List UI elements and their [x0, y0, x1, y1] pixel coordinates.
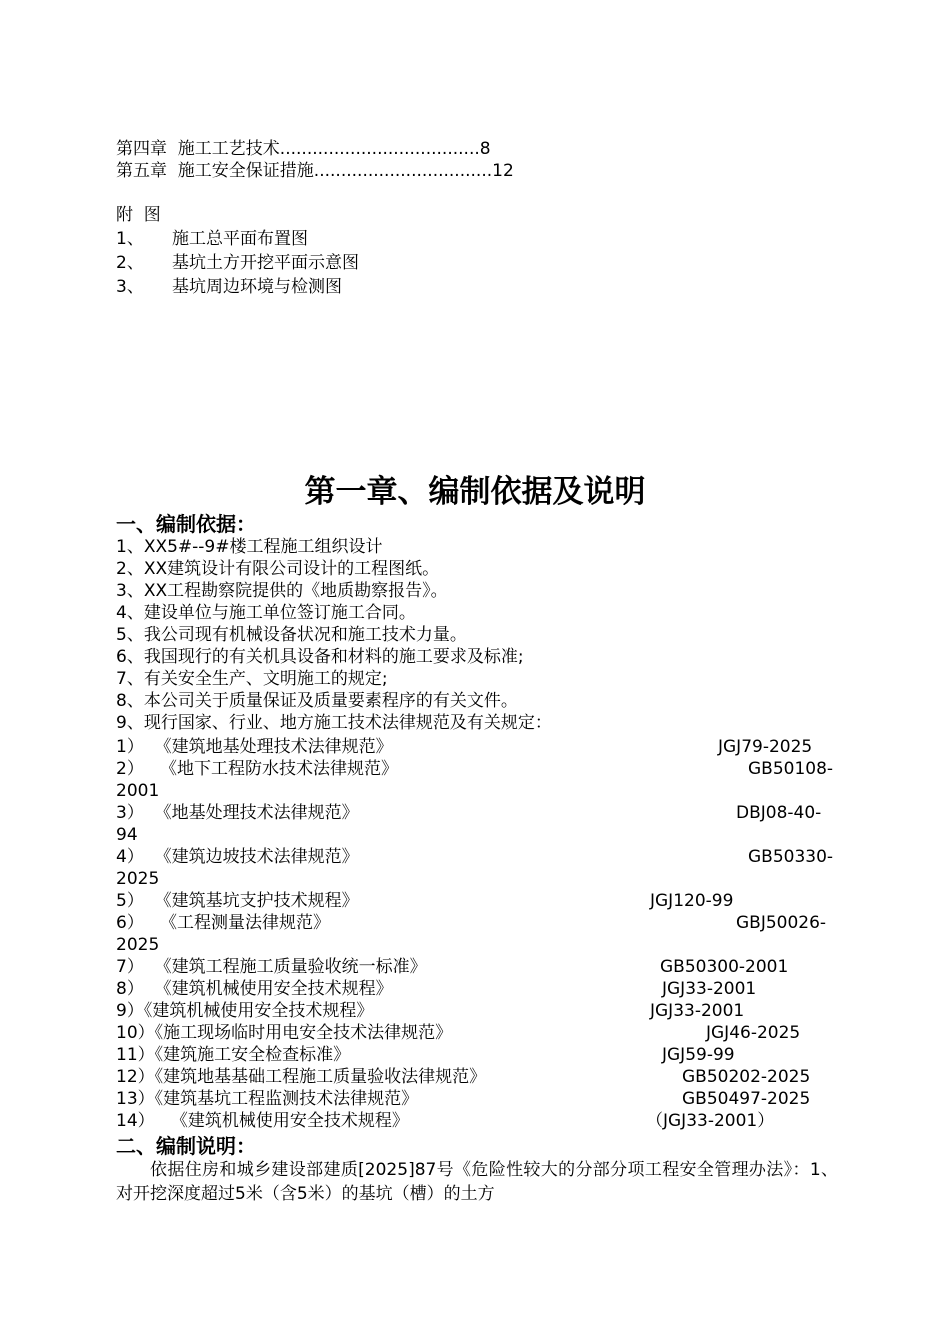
reference-code-continuation: 2025	[116, 935, 160, 955]
basis-item: 7、有关安全生产、文明施工的规定;	[116, 669, 388, 689]
appendix-item-text: 基坑周边环境与检测图	[172, 277, 342, 297]
appendix-item-text: 施工总平面布置图	[172, 229, 308, 249]
reference-item	[116, 802, 838, 824]
reference-item	[116, 1044, 838, 1066]
basis-item: 9、现行国家、行业、地方施工技术法律规范及有关规定：	[116, 713, 552, 733]
reference-name: 12）《建筑地基基础工程施工质量验收法律规范》	[116, 1067, 487, 1087]
reference-name: 4） 《建筑边坡技术法律规范》	[116, 847, 359, 867]
appendix-title: 附 图	[116, 205, 161, 225]
reference-code: JGJ120-99	[650, 891, 734, 911]
reference-code-continuation: 94	[116, 825, 138, 845]
reference-name: 1） 《建筑地基处理技术法律规范》	[116, 737, 393, 757]
appendix-item	[116, 276, 342, 298]
reference-name: 9）《建筑机械使用安全技术规程》	[116, 1001, 374, 1021]
reference-item	[116, 1066, 838, 1088]
toc-entry-chapter-5[interactable]: 第五章 施工安全保证措施.................................12	[116, 161, 514, 181]
reference-item	[116, 1022, 838, 1044]
reference-name: 10）《施工现场临时用电安全技术法律规范》	[116, 1023, 453, 1043]
basis-item: 6、我国现行的有关机具设备和材料的施工要求及标准;	[116, 647, 524, 667]
reference-item	[116, 1088, 838, 1110]
reference-item	[116, 846, 838, 868]
reference-name: 8） 《建筑机械使用安全技术规程》	[116, 979, 393, 999]
reference-item	[116, 956, 838, 978]
reference-code: JGJ33-2001	[650, 1001, 745, 1021]
appendix-item-number: 3、	[116, 277, 144, 297]
reference-code: JGJ46-2025	[706, 1023, 801, 1043]
reference-code: DBJ08-40-	[736, 803, 822, 823]
reference-name: 7） 《建筑工程施工质量验收统一标准》	[116, 957, 427, 977]
reference-code: GB50330-	[748, 847, 834, 867]
reference-code-continuation: 2025	[116, 869, 160, 889]
reference-item	[116, 1110, 838, 1132]
basis-item: 8、本公司关于质量保证及质量要素程序的有关文件。	[116, 691, 518, 711]
reference-item	[116, 978, 838, 1000]
section-heading-basis: 一、编制依据：	[116, 512, 256, 536]
reference-code: JGJ59-99	[662, 1045, 735, 1065]
reference-item	[116, 912, 838, 934]
reference-code: GBJ50026-	[736, 913, 827, 933]
reference-code: JGJ79-2025	[718, 737, 813, 757]
appendix-item	[116, 228, 308, 250]
notes-paragraph: 依据住房和城乡建设部建质[2025]87号《危险性较大的分部分项工程安全管理办法》：1、对开挖深度超过5米（含5米）的基坑（槽）的土方	[116, 1160, 838, 1204]
basis-item: 4、建设单位与施工单位签订施工合同。	[116, 603, 416, 623]
reference-item	[116, 890, 838, 912]
reference-item	[116, 736, 838, 758]
reference-name: 5） 《建筑基坑支护技术规程》	[116, 891, 359, 911]
reference-code: GB50497-2025	[682, 1089, 811, 1109]
reference-name: 3） 《地基处理技术法律规范》	[116, 803, 359, 823]
basis-item: 5、我公司现有机械设备状况和施工技术力量。	[116, 625, 467, 645]
section-heading-notes: 二、编制说明：	[116, 1134, 256, 1158]
basis-item: 1、XX5#--9#楼工程施工组织设计	[116, 537, 383, 557]
chapter-title: 第一章、编制依据及说明	[304, 474, 646, 510]
reference-name: 14） 《建筑机械使用安全技术规程》	[116, 1111, 409, 1131]
reference-item	[116, 1000, 838, 1022]
appendix-item-text: 基坑土方开挖平面示意图	[172, 253, 359, 273]
basis-item: 2、XX建筑设计有限公司设计的工程图纸。	[116, 559, 440, 579]
reference-code: GB50108-	[748, 759, 834, 779]
reference-code: GB50202-2025	[682, 1067, 811, 1087]
reference-name: 2） 《地下工程防水技术法律规范》	[116, 759, 399, 779]
reference-code: （JGJ33-2001）	[646, 1111, 775, 1131]
basis-item: 3、XX工程勘察院提供的《地质勘察报告》。	[116, 581, 448, 601]
reference-code: GB50300-2001	[660, 957, 789, 977]
reference-item	[116, 758, 838, 780]
appendix-item-number: 2、	[116, 253, 144, 273]
reference-name: 11）《建筑施工安全检查标准》	[116, 1045, 351, 1065]
reference-code: JGJ33-2001	[662, 979, 757, 999]
reference-name: 6） 《工程测量法律规范》	[116, 913, 331, 933]
toc-entry-chapter-4[interactable]: 第四章 施工工艺技术.....................................8	[116, 139, 491, 159]
appendix-item-number: 1、	[116, 229, 144, 249]
reference-code-continuation: 2001	[116, 781, 160, 801]
appendix-item	[116, 252, 359, 274]
reference-name: 13）《建筑基坑工程监测技术法律规范》	[116, 1089, 419, 1109]
